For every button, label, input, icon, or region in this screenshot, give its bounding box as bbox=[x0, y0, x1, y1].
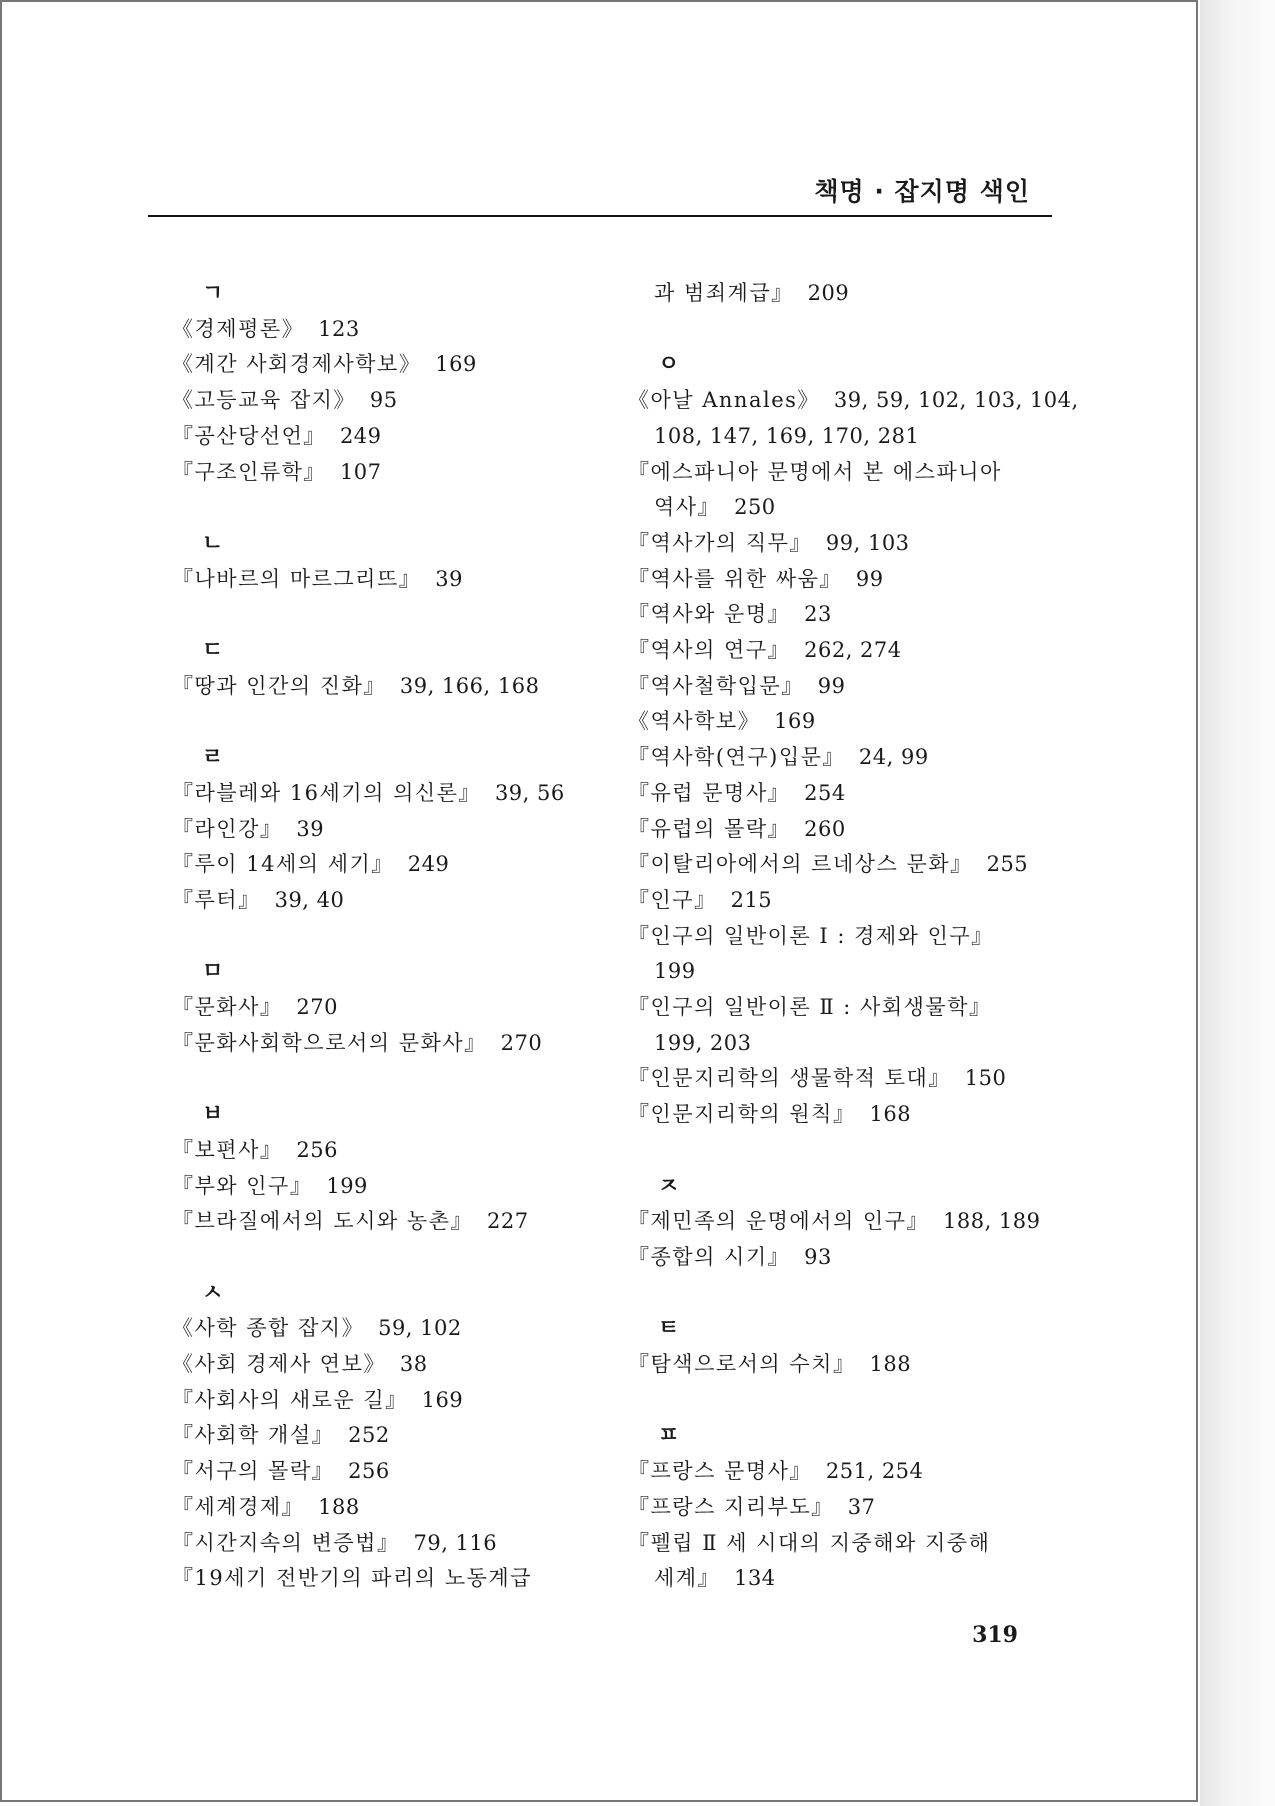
index-entry bbox=[628, 597, 1058, 633]
index-entry bbox=[172, 776, 602, 812]
index-entry bbox=[628, 740, 1058, 776]
entry-pages: 188, 189 bbox=[943, 1209, 1041, 1234]
entry-title: 《고등교육 잡지》 bbox=[172, 388, 356, 413]
header-rule bbox=[148, 215, 1052, 217]
spacer bbox=[172, 1061, 602, 1097]
entry-pages: 270 bbox=[296, 995, 338, 1019]
index-entry bbox=[628, 776, 1058, 812]
index-entry bbox=[172, 1561, 602, 1597]
index-column-right bbox=[628, 276, 1079, 1597]
index-letter-heading: ㄷ bbox=[202, 638, 224, 663]
entry-pages: 252 bbox=[348, 1423, 390, 1448]
index-entry bbox=[628, 1240, 1058, 1276]
index-entry bbox=[172, 347, 602, 383]
entry-pages: 249 bbox=[339, 423, 382, 448]
entry-title: 『보편사』 bbox=[172, 1137, 283, 1162]
index-entry bbox=[172, 383, 602, 419]
spacer bbox=[628, 1276, 1058, 1312]
entry-pages: 99 bbox=[817, 673, 846, 698]
entry-title: 『역사와 운명』 bbox=[628, 602, 791, 627]
index-entry bbox=[628, 704, 1058, 740]
index-letter-heading: ㄹ bbox=[202, 745, 224, 771]
entry-pages: 215 bbox=[730, 887, 773, 912]
index-letter-heading: ㅍ bbox=[658, 1423, 680, 1449]
entry-pages: 199 bbox=[654, 959, 696, 984]
entry-title: 《계간 사회경제사학보》 bbox=[172, 352, 422, 377]
entry-title: 『사회학 개설』 bbox=[172, 1423, 335, 1448]
index-letter-heading: ㅈ bbox=[658, 1173, 680, 1199]
entry-title: 《경제평론》 bbox=[172, 316, 305, 341]
index-entry bbox=[628, 455, 1058, 491]
index-entry-continuation bbox=[628, 276, 1058, 312]
entry-title: 『브라질에서의 도시와 농촌』 bbox=[172, 1209, 473, 1234]
entry-pages: 169 bbox=[435, 352, 477, 377]
index-letter-heading: ㄴ bbox=[202, 530, 224, 556]
entry-title: 《사회 경제사 연보》 bbox=[172, 1352, 386, 1376]
entry-pages: 168 bbox=[869, 1102, 912, 1127]
entry-pages: 123 bbox=[318, 316, 360, 341]
index-letter-heading: ㅌ bbox=[658, 1316, 680, 1342]
entry-pages: 227 bbox=[487, 1209, 529, 1234]
entry-pages: 37 bbox=[847, 1494, 876, 1519]
index-entry bbox=[628, 1454, 1058, 1490]
index-letter-heading: ㅇ bbox=[658, 352, 680, 378]
entry-pages: 270 bbox=[500, 1030, 543, 1055]
index-entry bbox=[172, 1454, 602, 1490]
entry-pages: 169 bbox=[774, 709, 816, 734]
entry-title: 역사』 bbox=[654, 495, 721, 520]
entry-title: 『인문지리학의 생물학적 토대』 bbox=[628, 1066, 951, 1091]
entry-title: 『역사학(연구)입문』 bbox=[628, 745, 845, 770]
entry-pages: 108, 147, 169, 170, 281 bbox=[654, 423, 920, 448]
index-entry bbox=[172, 419, 602, 455]
entry-title: 『나바르의 마르그리뜨』 bbox=[172, 566, 422, 591]
index-entry bbox=[172, 883, 602, 919]
entry-pages: 38 bbox=[399, 1352, 428, 1376]
entry-title: 『부와 인구』 bbox=[172, 1173, 313, 1198]
spacer bbox=[628, 1383, 1058, 1419]
entry-title: 『역사가의 직무』 bbox=[628, 530, 812, 555]
index-entry bbox=[628, 669, 1058, 705]
index-entry bbox=[172, 1418, 602, 1454]
entry-title: 『이탈리아에서의 르네상스 문화』 bbox=[628, 852, 973, 877]
entry-pages: 251, 254 bbox=[825, 1459, 924, 1484]
entry-pages: 39 bbox=[435, 566, 463, 591]
entry-title: 『유럽의 몰락』 bbox=[628, 816, 791, 841]
index-entry bbox=[628, 562, 1058, 598]
entry-pages: 249 bbox=[407, 852, 450, 877]
index-entry bbox=[628, 633, 1058, 669]
spacer bbox=[172, 919, 602, 955]
entry-pages: 256 bbox=[348, 1459, 390, 1484]
entry-title: 『사회사의 새로운 길』 bbox=[172, 1387, 408, 1412]
entry-title: 『에스파니아 문명에서 본 에스파니아 bbox=[628, 459, 1002, 484]
entry-pages: 99, 103 bbox=[825, 530, 910, 555]
entry-pages: 262, 274 bbox=[804, 638, 902, 663]
entry-title: 『서구의 몰락』 bbox=[172, 1459, 335, 1484]
index-entry bbox=[172, 847, 602, 883]
entry-pages: 150 bbox=[964, 1066, 1007, 1091]
entry-title: 『제민족의 운명에서의 인구』 bbox=[628, 1209, 929, 1234]
entry-title: 『땅과 인간의 진화』 bbox=[172, 673, 386, 698]
index-entry bbox=[628, 526, 1058, 562]
index-column-left bbox=[172, 276, 602, 1597]
entry-title: 《아날 Annales》 bbox=[628, 388, 820, 413]
entry-pages: 39, 59, 102, 103, 104, bbox=[833, 388, 1079, 413]
page-number: 319 bbox=[972, 1622, 1018, 1648]
index-entry bbox=[172, 1526, 602, 1562]
entry-pages: 24, 99 bbox=[858, 745, 929, 770]
entry-title: 『프랑스 지리부도』 bbox=[628, 1494, 834, 1519]
entry-pages: 23 bbox=[804, 602, 832, 627]
index-entry-continuation bbox=[628, 954, 1058, 990]
entry-title: 『공산당선언』 bbox=[172, 423, 326, 448]
index-entry bbox=[172, 455, 602, 491]
entry-title: 『인구』 bbox=[628, 887, 717, 912]
index-entry bbox=[628, 383, 1079, 419]
index-entry-continuation bbox=[628, 490, 1058, 526]
entry-pages: 199, 203 bbox=[654, 1030, 752, 1055]
spacer bbox=[172, 597, 602, 633]
index-entry bbox=[172, 1169, 602, 1205]
entry-pages: 39, 166, 168 bbox=[399, 673, 540, 698]
entry-title: 『시간지속의 변증법』 bbox=[172, 1530, 400, 1555]
index-letter-heading: ㅅ bbox=[202, 1280, 224, 1306]
index-entry bbox=[628, 1061, 1058, 1097]
index-entry bbox=[172, 812, 602, 848]
entry-pages: 39, 56 bbox=[494, 780, 565, 805]
index-entry bbox=[172, 990, 602, 1026]
entry-title: 『세계경제』 bbox=[172, 1494, 305, 1519]
entry-title: 『문화사』 bbox=[172, 995, 283, 1019]
index-letter-heading: ㅂ bbox=[202, 1102, 224, 1128]
entry-title: 『구조인류학』 bbox=[172, 459, 326, 484]
viewer-margin bbox=[1200, 0, 1275, 1806]
index-entry bbox=[628, 1347, 1058, 1383]
spacer bbox=[628, 312, 1058, 348]
index-entry-continuation bbox=[628, 1561, 1058, 1597]
entry-title: 과 범죄계급』 bbox=[654, 281, 794, 305]
spacer bbox=[172, 704, 602, 740]
entry-pages: 99 bbox=[855, 566, 884, 591]
entry-pages: 254 bbox=[804, 780, 846, 805]
entry-title: 세계』 bbox=[654, 1566, 721, 1591]
index-entry-continuation bbox=[628, 419, 1058, 455]
spacer bbox=[172, 490, 602, 526]
entry-title: 『종합의 시기』 bbox=[628, 1244, 791, 1269]
entry-title: 『인구의 일반이론 Ⅱ : 사회생물학』 bbox=[628, 995, 992, 1020]
index-entry bbox=[628, 1097, 1058, 1133]
entry-title: 『루이 14세의 세기』 bbox=[172, 852, 394, 877]
entry-pages: 250 bbox=[734, 495, 776, 520]
entry-title: 『인문지리학의 원칙』 bbox=[628, 1102, 856, 1127]
index-entry bbox=[172, 1026, 602, 1062]
index-entry bbox=[628, 1526, 1058, 1562]
spacer bbox=[172, 1240, 602, 1276]
index-entry bbox=[628, 919, 1058, 955]
entry-title: 『라블레와 16세기의 의신론』 bbox=[172, 780, 481, 805]
index-entry bbox=[628, 812, 1058, 848]
index-entry bbox=[172, 1133, 602, 1169]
entry-pages: 199 bbox=[326, 1173, 368, 1198]
entry-title: 『탐색으로서의 수치』 bbox=[628, 1352, 856, 1377]
entry-pages: 39, 40 bbox=[274, 887, 345, 912]
entry-title: 『유럽 문명사』 bbox=[628, 780, 791, 805]
index-entry bbox=[172, 1347, 602, 1383]
index-entry bbox=[628, 990, 1058, 1026]
index-entry bbox=[172, 562, 602, 598]
index-entry bbox=[172, 669, 602, 705]
index-entry bbox=[628, 847, 1058, 883]
entry-pages: 79, 116 bbox=[413, 1530, 498, 1555]
entry-title: 『역사의 연구』 bbox=[628, 638, 791, 663]
entry-pages: 255 bbox=[986, 852, 1029, 877]
entry-pages: 59, 102 bbox=[378, 1316, 462, 1341]
entry-pages: 169 bbox=[421, 1387, 464, 1412]
index-letter-heading: ㅁ bbox=[202, 959, 224, 985]
entry-title: 『인구의 일반이론 Ⅰ : 경제와 인구』 bbox=[628, 923, 994, 948]
index-entry bbox=[628, 1490, 1058, 1526]
entry-title: 『역사철학입문』 bbox=[628, 673, 804, 698]
entry-pages: 188 bbox=[318, 1494, 360, 1519]
index-entry-continuation bbox=[628, 1026, 1058, 1062]
entry-pages: 134 bbox=[734, 1566, 776, 1591]
entry-title: 『19세기 전반기의 파리의 노동계급 bbox=[172, 1566, 532, 1591]
entry-title: 『펠립 Ⅱ 세 시대의 지중해와 지중해 bbox=[628, 1530, 991, 1555]
index-letter-heading: ㄱ bbox=[202, 281, 224, 306]
entry-pages: 188 bbox=[869, 1352, 912, 1377]
entry-title: 『문화사회학으로서의 문화사』 bbox=[172, 1030, 487, 1055]
entry-pages: 260 bbox=[804, 816, 846, 841]
entry-title: 《사학 종합 잡지》 bbox=[172, 1316, 365, 1341]
index-entry bbox=[628, 1204, 1058, 1240]
entry-title: 『루터』 bbox=[172, 887, 261, 912]
index-entry bbox=[172, 1490, 602, 1526]
index-entry bbox=[172, 1311, 602, 1347]
entry-title: 『역사를 위한 싸움』 bbox=[628, 566, 842, 591]
index-entry bbox=[172, 1383, 602, 1419]
running-head: 책명 · 잡지명 색인 bbox=[814, 177, 1030, 206]
spacer bbox=[628, 1133, 1058, 1169]
entry-title: 『라인강』 bbox=[172, 816, 283, 841]
entry-pages: 256 bbox=[296, 1137, 338, 1162]
entry-pages: 93 bbox=[804, 1244, 832, 1269]
entry-title: 『프랑스 문명사』 bbox=[628, 1459, 812, 1484]
entry-title: 《역사학보》 bbox=[628, 709, 761, 734]
entry-pages: 39 bbox=[296, 816, 325, 841]
entry-pages: 209 bbox=[807, 281, 850, 305]
entry-pages: 107 bbox=[339, 459, 382, 484]
index-entry bbox=[628, 883, 1058, 919]
index-entry bbox=[172, 1204, 602, 1240]
entry-pages: 95 bbox=[369, 388, 398, 413]
index-entry bbox=[172, 312, 602, 348]
